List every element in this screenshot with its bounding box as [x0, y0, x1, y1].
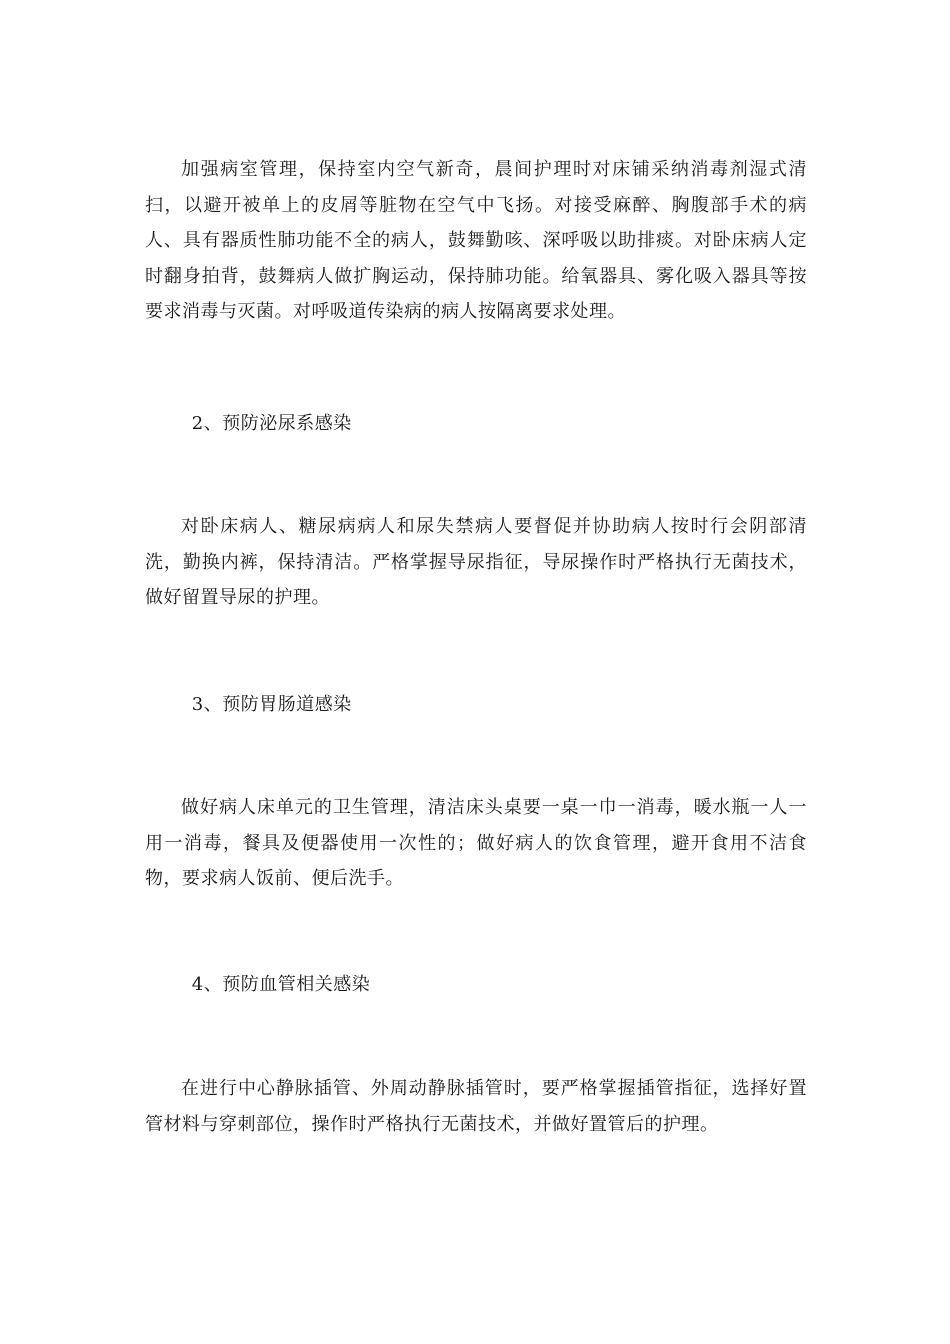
paragraph-vascular-prevention: 在进行中心静脉插管、外周动静脉插管时，要严格掌握插管指征，选择好置管材料与穿刺部位，操作时严格执行无菌技术，并做好置管后的护理。 — [145, 1078, 807, 1135]
paragraph-gastrointestinal-prevention: 做好病人床单元的卫生管理，清洁床头桌要一桌一巾一消毒，暖水瓶一人一用一消毒，餐具及便器使用一次性的；做好病人的饮食管理，避开食用不洁食物，要求病人饭前、便后洗手。 — [145, 797, 807, 889]
heading-vascular-prevention: 4、预防血管相关感染 — [191, 974, 371, 995]
heading-gastrointestinal-prevention: 3、预防胃肠道感染 — [191, 694, 352, 715]
paragraph-urinary-prevention: 对卧床病人、糖尿病病人和尿失禁病人要督促并协助病人按时行会阴部清洗，勤换内裤，保持清洁。严格掌握导尿指征，导尿操作时严格执行无菌技术，做好留置导尿的护理。 — [145, 516, 807, 608]
paragraph-respiratory-prevention: 加强病室管理，保持室内空气新奇，晨间护理时对床铺采纳消毒剂湿式清扫，以避开被单上的皮屑等脏物在空气中飞扬。对接受麻醉、胸腹部手术的病人、具有器质性肺功能不全的病人，鼓舞勤咳、深呼吸以助排痰。对卧床病人定时翻身拍背，鼓舞病人做扩胸运动，保持肺功能。给氧器具、雾化吸入器具等按要求消毒与灭菌。对呼吸道传染病的病人按隔离要求处理。 — [145, 159, 807, 322]
heading-urinary-prevention: 2、预防泌尿系感染 — [191, 413, 352, 434]
